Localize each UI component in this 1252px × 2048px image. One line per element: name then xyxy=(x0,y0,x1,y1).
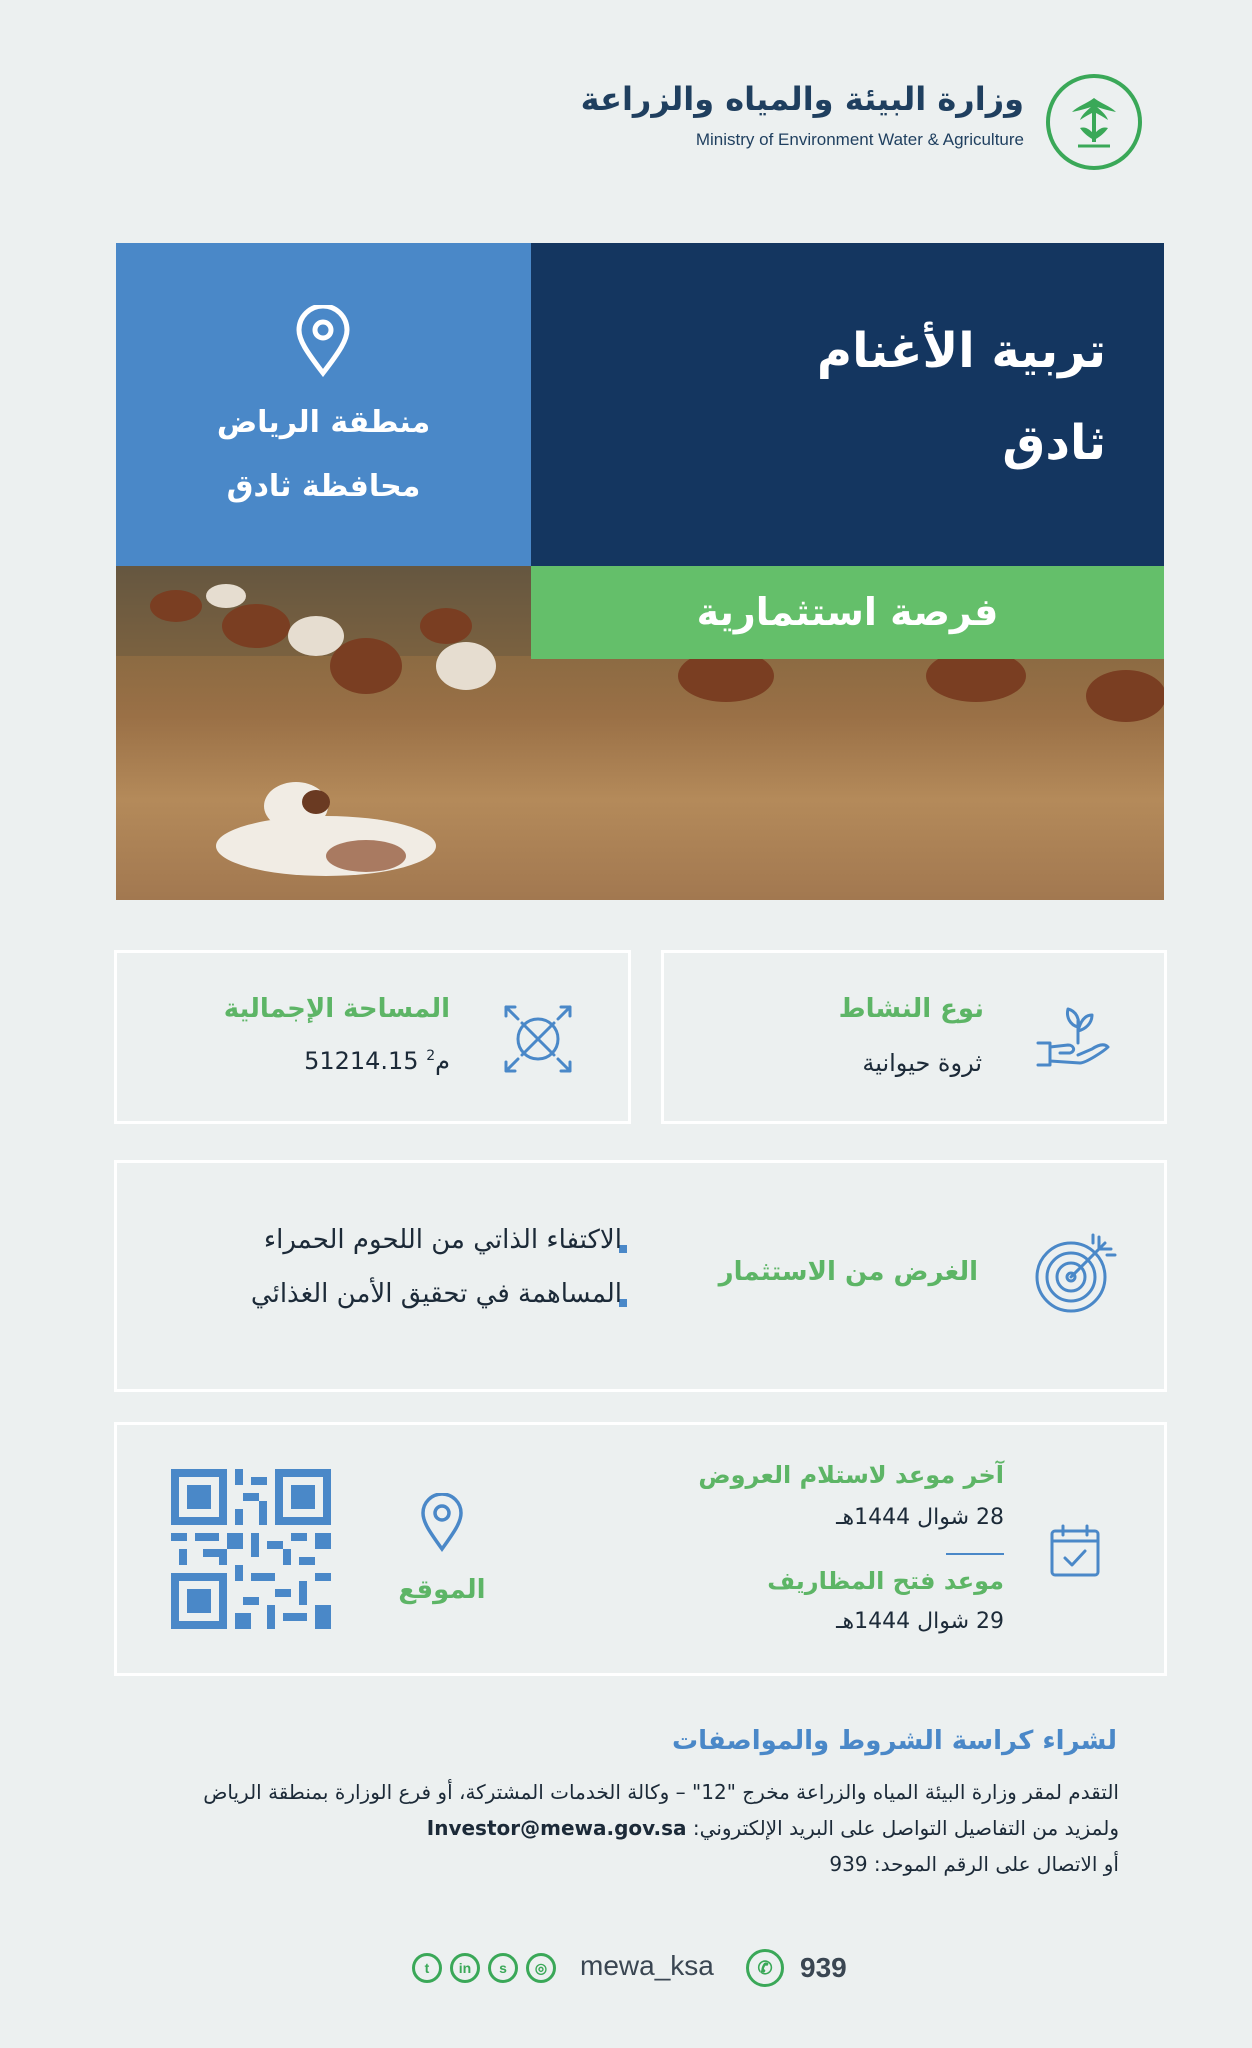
location-label[interactable]: الموقع xyxy=(398,1575,486,1605)
purpose-item-2: المساهمة في تحقيق الأمن الغذائي xyxy=(250,1279,622,1309)
hero-section xyxy=(116,243,1164,900)
phone-icon[interactable]: ✆ xyxy=(746,1949,784,1987)
purpose-title: الغرض من الاستثمار xyxy=(718,1257,978,1287)
purpose-card xyxy=(114,1160,1167,1392)
calendar-check-icon xyxy=(1049,1523,1101,1579)
social-handle[interactable]: mewa_ksa xyxy=(580,1950,714,1981)
region-panel xyxy=(116,243,531,566)
footer-line-3: أو الاتصال على الرقم الموحد: 939 xyxy=(829,1852,1119,1876)
activity-title: نوع النشاط xyxy=(838,994,984,1024)
investment-badge-label: فرصة استثمارية xyxy=(696,590,999,634)
opportunity-city: ثادق xyxy=(1002,415,1106,471)
target-icon xyxy=(1033,1229,1119,1315)
area-unit: م xyxy=(435,1047,450,1075)
area-card xyxy=(114,950,631,1124)
dates-card xyxy=(114,1422,1167,1676)
contact-email[interactable]: Investor@mewa.gov.sa xyxy=(426,1816,687,1840)
ministry-name-ar: وزارة البيئة والمياه والزراعة xyxy=(580,80,1024,118)
footer-line-2 xyxy=(427,1816,1119,1840)
area-title: المساحة الإجمالية xyxy=(223,994,450,1024)
phone-number[interactable]: 939 xyxy=(800,1952,847,1983)
snapchat-icon[interactable]: s xyxy=(488,1953,518,1983)
title-panel xyxy=(531,243,1164,566)
opportunity-title: تربية الأغنام xyxy=(816,323,1106,379)
qr-code-icon[interactable] xyxy=(171,1469,331,1629)
opening-label: موعد فتح المظاريف xyxy=(767,1567,1004,1595)
deadline-label: آخر موعد لاستلام العروض xyxy=(698,1461,1004,1489)
governorate-label: محافظة ثادق xyxy=(226,469,421,504)
expand-area-icon xyxy=(502,1003,574,1075)
ministry-name-en: Ministry of Environment Water & Agriculture xyxy=(695,130,1024,149)
linkedin-icon[interactable]: in xyxy=(450,1953,480,1983)
footer-line-2-text: ولمزيد من التفاصيل التواصل على البريد الإلكتروني: xyxy=(692,1816,1119,1840)
opening-value: 29 شوال 1444هـ xyxy=(836,1609,1004,1634)
investment-badge xyxy=(531,566,1164,659)
tender-title: لشراء كراسة الشروط والمواصفات xyxy=(672,1726,1117,1756)
instagram-icon[interactable]: ◎ xyxy=(526,1953,556,1983)
plant-in-hand-icon xyxy=(1034,1003,1114,1073)
deadline-value: 28 شوال 1444هـ xyxy=(836,1505,1004,1530)
purpose-item-1: الاكتفاء الذاتي من اللحوم الحمراء xyxy=(263,1225,622,1255)
activity-card xyxy=(661,950,1167,1124)
area-value: 51214.15 xyxy=(304,1047,419,1075)
twitter-icon[interactable]: t xyxy=(412,1953,442,1983)
map-pin-icon xyxy=(419,1493,465,1553)
map-pin-icon xyxy=(294,305,352,377)
area-value-row xyxy=(294,1047,450,1075)
date-divider xyxy=(946,1553,1004,1555)
region-label: منطقة الرياض xyxy=(216,405,431,440)
footer-line-1: التقدم لمقر وزارة البيئة المياه والزراعة مخرج "12" – وكالة الخدمات المشتركة، أو فرع الوزارة بمنطقة الرياض xyxy=(203,1780,1119,1804)
area-unit-sup: 2 xyxy=(426,1048,436,1064)
activity-value: ثروة حيوانية xyxy=(862,1049,982,1077)
palm-emblem-icon xyxy=(1046,74,1142,170)
